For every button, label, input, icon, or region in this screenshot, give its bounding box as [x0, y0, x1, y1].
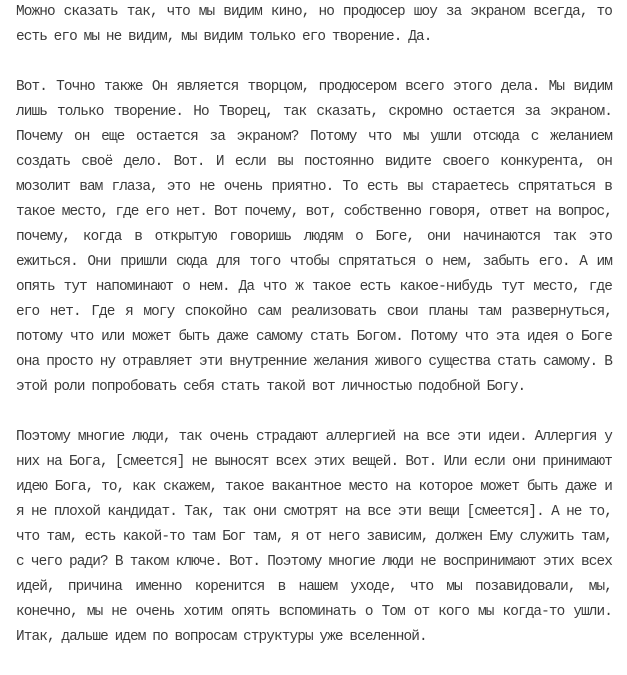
document-body: [16, 0, 612, 675]
paragraph-3: Поэтому многие люди, так очень страдают аллергией на все эти идеи. Аллергия у них на Бога, [смеется] не выносят всех этих вещей. Вот. Или если они принимают идею Бога, то, как скажем, такое вакантное место на которое может быть даже и я не плохой кандидат. Так, так они смотрят на все эти вещи [смеется]. А не то, что там, есть какой-то там Бог там, я от него зависим, должен Ему служить там, с чего ради? В таком ключе. Вот. Поэтому многие люди не воспринимают этих всех идей, причина именно коренится в нашем уходе, что мы позавидовали, мы, конечно, мы не очень хотим опять вспоминать о Том от кого мы когда-то ушли. Итак, дальше идем по вопросам структуры уже вселенной.: [16, 429, 612, 645]
paragraph-1: Можно сказать так, что мы видим кино, но продюсер шоу за экраном всегда, то есть его мы не видим, мы видим только его творение. Да.: [16, 4, 612, 45]
paragraph-2: Вот. Точно также Он является творцом, продюсером всего этого дела. Мы видим лишь только творение. Но Творец, так сказать, скромно остается за экраном. Почему он еще остается за экраном? Потому что мы ушли отсюда с желанием создать своё дело. Вот. И если вы постоянно видите своего конкурента, он мозолит вам глаза, это не очень приятно. То есть вы стараетесь спрятаться в такое место, где его нет. Вот почему, вот, собственно говоря, ответ на вопрос, почему, когда в открытую говоришь людям о Боге, они начинаются так это ежиться. Они пришли сюда для того чтобы спрятаться о нем, забыть его. А им опять тут напоминают о нем. Да что ж такое есть какое-нибудь тут место, где его нет. Где я могу спокойно сам реализовать свои планы там развернуться, потому что или может быть даже самому стать Богом. Потому что эта идея о Боге она просто ну отравляет эти внутренние желания живого существа стать самому. В этой роли попробовать себя стать такой вот личностью подобной Богу.: [16, 79, 612, 395]
